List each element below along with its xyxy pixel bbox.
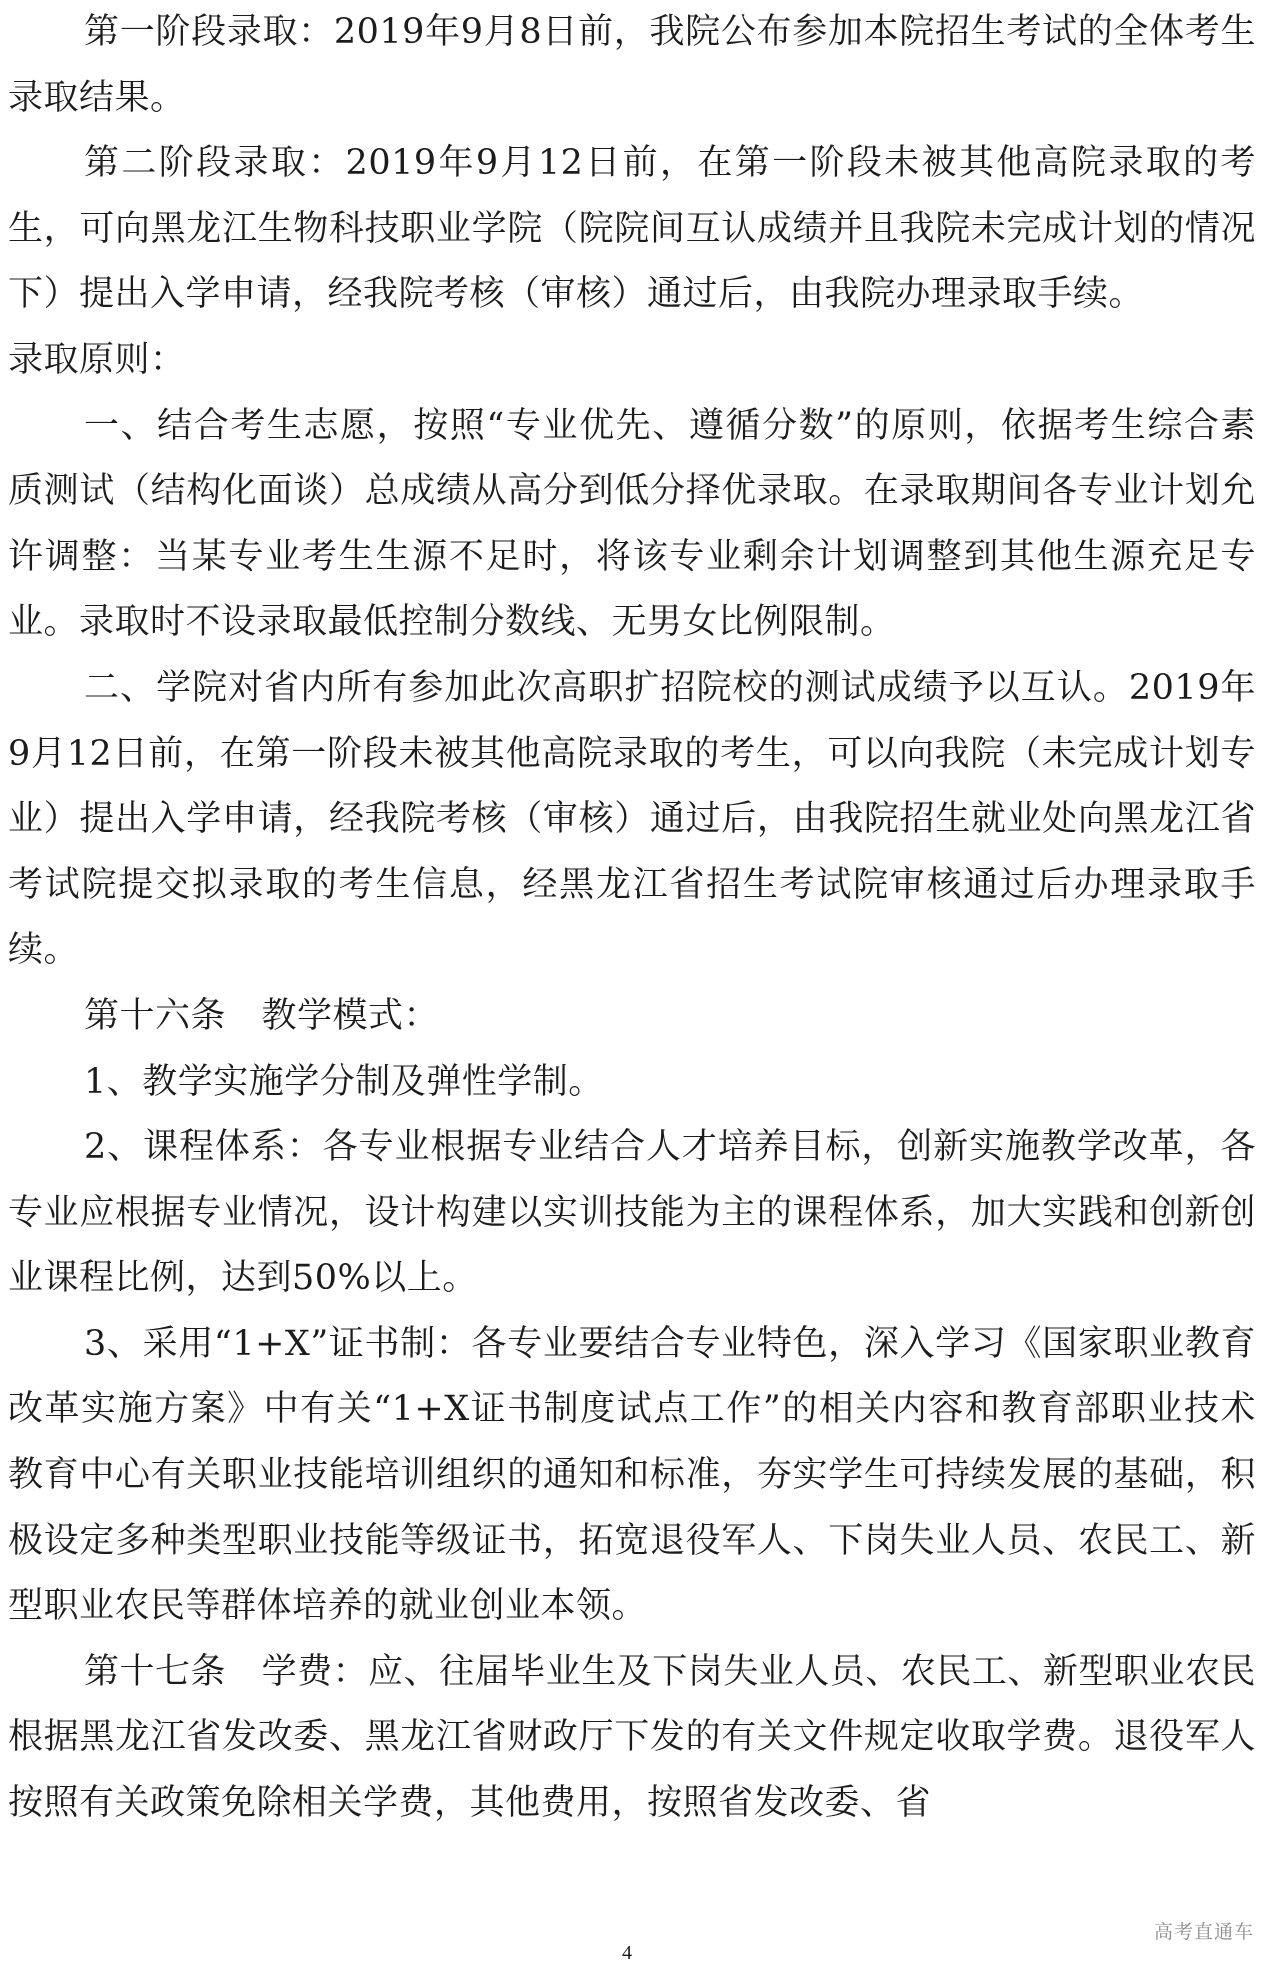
paragraph-second-stage-admission: 第二阶段录取：2019年9月12日前，在第一阶段未被其他高院录取的考生，可向黑龙江生物科技职业学院（院院间互认成绩并且我院未完成计划的情况下）提出入学申请，经我院考核（审核）通过后，由我院办理录取手续。 xyxy=(8,143,1256,315)
paragraph-first-stage-admission: 第一阶段录取：2019年9月8日前，我院公布参加本院招生考试的全体考生录取结果。 xyxy=(8,12,1256,118)
paragraph-teaching-item-1: 1、教学实施学分制及弹性学制。 xyxy=(84,1061,604,1102)
paragraph-principle-two: 二、学院对省内所有参加此次高职扩招院校的测试成绩予以互认。2019年9月12日前，在第一阶段未被其他高院录取的考生，可以向我院（未完成计划专业）提出入学申请，经我院考核（审核）通过后，由我院招生就业处向黑龙江省考试院提交拟录取的考生信息，经黑龙江省招生考试院审核通过后办理录取手续。 xyxy=(8,667,1256,971)
paragraph-principle-one: 一、结合考生志愿，按照“专业优先、遵循分数”的原则，依据考生综合素质测试（结构化面谈）总成绩从高分到低分择优录取。在录取期间各专业计划允许调整：当某专业考生生源不足时，将该专业剩余计划调整到其他生源充足专业。录取时不设录取最低控制分数线、无男女比例限制。 xyxy=(8,405,1256,643)
paragraph-admission-principles-heading: 录取原则： xyxy=(8,339,186,380)
paragraph-teaching-item-3: 3、采用“1+X”证书制：各专业要结合专业特色，深入学习《国家职业教育改革实施方案》中有关“1+X证书制度试点工作”的相关内容和教育部职业技术教育中心有关职业技能培训组织的通知和标准，夯实学生可持续发展的基础，积极设定多种类型职业技能等级证书，拓宽退役军人、下岗失业人员、农民工、新型职业农民等群体培养的就业创业本领。 xyxy=(8,1323,1256,1627)
paragraph-article-17-tuition: 第十七条 学费：应、往届毕业生及下岗失业人员、农民工、新型职业农民根据黑龙江省发改委、黑龙江省财政厅下发的有关文件规定收取学费。退役军人按照有关政策免除相关学费，其他费用，按照省发改委、省 xyxy=(8,1651,1256,1824)
document-page xyxy=(8,0,1256,1837)
paragraph-article-16-heading: 第十六条 教学模式： xyxy=(84,995,440,1036)
paragraph-teaching-item-2: 2、课程体系：各专业根据专业结合人才培养目标，创新实施教学改革，各专业应根据专业情况，设计构建以实训技能为主的课程体系，加大实践和创新创业课程比例，达到50%以上。 xyxy=(8,1127,1256,1299)
watermark-text: 高考直通车 xyxy=(1153,1921,1254,1943)
page-number: 4 xyxy=(622,1942,632,1964)
